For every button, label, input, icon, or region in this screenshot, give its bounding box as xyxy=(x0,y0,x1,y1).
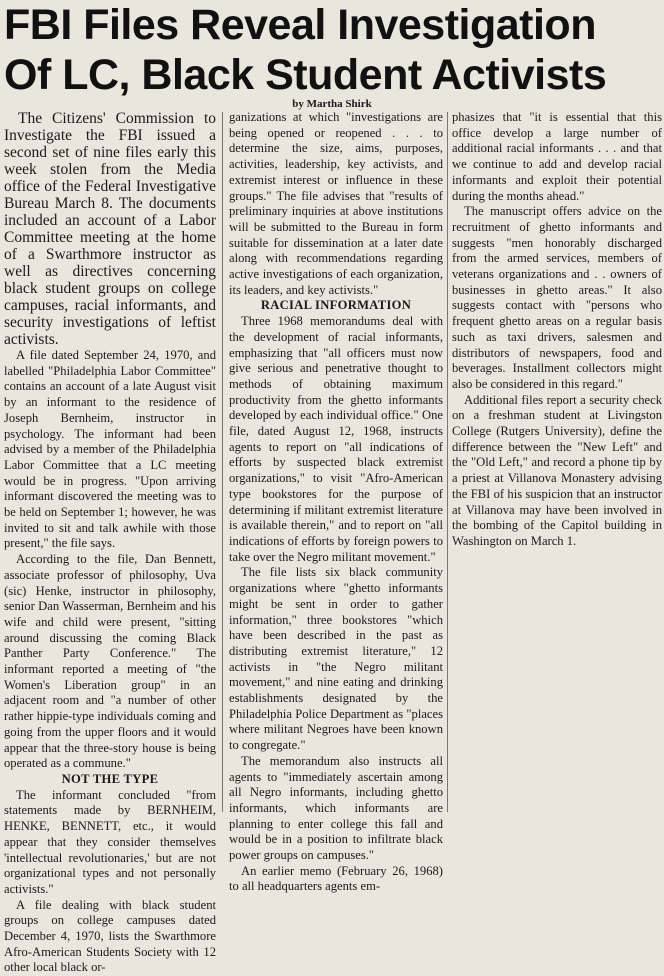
paragraph: The memorandum also instructs all agents to "immediately ascertain among all Negro informants, including ghetto informants, which informants are planning to enter college this fall and would be in a position to infiltrate black power groups on campuses." xyxy=(229,753,443,863)
paragraph: According to the file, Dan Bennett, associate professor of philosophy, Uva (sic) Henke, instructor in philosophy, senior Dan Wasserman, Bernheim and his wife and child were present, "sitting around discussing the coming Black Panther Party Conference." The informant reported a meeting of "the Women's Liberation group" in an adjacent room and "a number of other rather hippie-type individuals coming and going from the upper floors and it would appear that the three-story house is being operated as a commune." xyxy=(4,552,216,771)
lead-paragraph: The Citizens' Commission to Investigate the FBI issued a second set of nine files early this week stolen from the Media office of the Federal Investigative Bureau March 8. The documents included an account of a Labor Committee meeting at the home of a Swarthmore instructor as well as directives concerning black student groups on college campuses, racial informants, and security investigations of leftist activists. xyxy=(4,110,216,348)
column-divider xyxy=(447,112,448,812)
subheading: RACIAL INFORMATION xyxy=(260,298,412,313)
headline-line-2: Of LC, Black Student Activists xyxy=(4,51,607,99)
article-column-1 xyxy=(4,110,216,976)
paragraph: The manuscript offers advice on the recruitment of ghetto informants and suggests "men honorably discharged from the armed services, members of veterans organizations and . . owners of businesses in ghetto areas." It also suggests contact with "persons who frequent ghetto areas on a regular basis such as taxi drivers, salesmen and distributors of newspapers, food and beverages. Installment collectors might also be considered in this regard." xyxy=(452,204,662,391)
byline: by Martha Shirk xyxy=(292,98,372,110)
paragraph: A file dated September 24, 1970, and labelled "Philadelphia Labor Committee" contains an account of a late August visit by an informant to the residence of Joseph Bernheim, instructor in psychology. The informant had been advised by a member of the Philadelphia Labor Committee that a LC meeting would be in progress. "Upon arriving informant discovered the meeting was to be held on September 1; however, he was invited to sit and talk awhile with those present," the file says. xyxy=(4,348,216,551)
paragraph: Three 1968 memorandums deal with the development of racial informants, emphasizing that "all officers must now give serious and penetrative thought to methods of obtaining maximum productivity from the ghetto informants developed by each individual office." One file, dated August 12, 1968, instructs agents to report on "all indications of efforts by suspected black extremist organizations," to visit "Afro-American type bookstores for the purpose of determining if militant extremist literature is available therein," and to report on "all indications of efforts by foreign powers to take over the Negro militant movement." xyxy=(229,314,443,564)
headline xyxy=(4,0,660,100)
paragraph: ganizations at which "investigations are being opened or reopened . . . to determine the size, aims, purposes, activities, leadership, key activists, and extremist interest or influence in these groups." The file advises that "results of preliminary inquiries at above institutions will be submitted to the Bureau in form suitable for dissemination at a later date along with recommendations regarding active investigations of each organization, its leaders, and key activists." xyxy=(229,110,443,297)
paragraph: The file lists six black community organizations where "ghetto informants might be sent in order to gather information," three bookstores "which have been described in the past as distributing extremist literature," 12 activists in "the Negro militant movement," and nine eating and drinking establishments designated by the Philadelphia Police Department as "places where militant Negroes have been known to congregate." xyxy=(229,565,443,753)
paragraph: A file dealing with black student groups on college campuses dated December 4, 1970, lists the Swarthmore Afro-American Students Society with 12 other local black or- xyxy=(4,897,216,975)
paragraph: An earlier memo (February 26, 1968) to all headquarters agents em- xyxy=(229,863,443,894)
column-divider xyxy=(222,112,223,812)
article-column-2 xyxy=(229,110,443,895)
paragraph: phasizes that "it is essential that this office develop a large number of additional racial informants . . . and that we continue to add and develop racial informants and exploit their potential during the months ahead." xyxy=(452,110,662,203)
paragraph: The informant concluded "from statements made by BERNHEIM, HENKE, BENNETT, etc., it would appear that they consider themselves 'intellectual revolutionaries,' but are not organizational types and not personally activists." xyxy=(4,787,216,896)
paragraph: Additional files report a security check on a freshman student at Livingston College (Rutgers University), define the difference between the "New Left" and the "Old Left," and record a phone tip by a priest at Villanova Monastery advising the FBI of his suspicion that an instructor at Villanova may have been involved in the bombing of the Capitol building in Washington on March 1. xyxy=(452,392,662,548)
subheading: NOT THE TYPE xyxy=(61,771,159,786)
article-column-3 xyxy=(452,110,662,550)
headline-line-1: FBI Files Reveal Investigation xyxy=(4,1,596,49)
